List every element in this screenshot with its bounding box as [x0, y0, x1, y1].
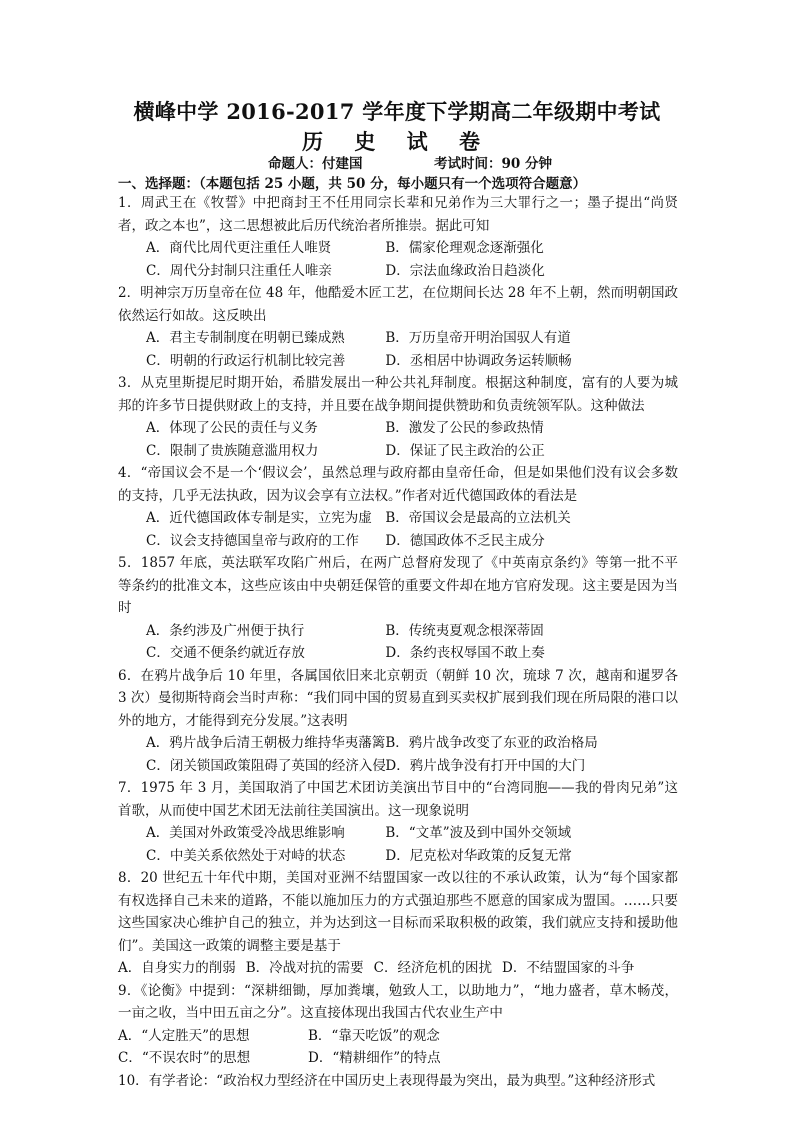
option-c: C．限制了贵族随意滥用权力 [146, 442, 319, 459]
option-group [118, 1025, 678, 1070]
option-d: D．“精耕细作”的特点 [308, 1050, 441, 1066]
question-stem: 2．明神宗万历皇帝在位 48 年，他酷爱木匠工艺，在位期间长达 28 年不上朝，然而明朝国政依然运行如故。这反映出 [118, 285, 678, 324]
option-group [118, 732, 678, 777]
question-list [118, 192, 678, 1092]
question-8 [118, 867, 678, 980]
option-d: D．鸦片战争没有打开中国的大门 [385, 757, 586, 774]
question-stem: 5．1857 年底，英法联军攻陷广州后，在两广总督府发现了《中英南京条约》等第一批不平等条约的批准文本，这些应该由中央朝廷保管的重要文件却在地方官府发现。这主要是因为当时 [118, 555, 678, 616]
option-c: C．交通不便条约就近存放 [146, 645, 305, 661]
question-1 [118, 192, 678, 282]
question-10 [118, 1070, 678, 1093]
question-4 [118, 462, 678, 552]
option-group [118, 822, 678, 867]
option-c: C．“不误农时”的思想 [118, 1050, 251, 1066]
option-group [118, 327, 678, 372]
option-d: D．尼克松对华政策的反复无常 [385, 847, 572, 864]
option-d: D．保证了民主政治的公正 [385, 442, 545, 459]
option-d: D．条约丧权辱国不敢上奏 [385, 645, 545, 661]
option-c: C．闭关锁国政策阻碍了英国的经济入侵 [146, 757, 386, 774]
option-a: A．“人定胜天”的思想 [118, 1027, 250, 1044]
option-b: B．传统夷夏观念根深蒂固 [385, 622, 544, 639]
question-stem: 1．周武王在《牧誓》中把商封王不任用同宗长辈和兄弟作为三大罪行之一；墨子提出“尚贤者，政之本也”，这二思想被此后历代统治者所推崇。据此可知 [118, 195, 678, 234]
question-stem: 9．《论衡》中提到：“深耕细锄，厚加粪壤，勉致人工，以助地力”，“地力盛者，草木畅茂，一亩之收，当中田五亩之分”。这直接体现出我国古代农业生产中 [118, 982, 678, 1021]
option-a: A．美国对外政策受冷战思维影响 [146, 825, 345, 841]
option-d: D．德国政体不乏民主成分 [385, 532, 545, 549]
question-stem: 6．在鸦片战争后 10 年里，各属国依旧来北京朝贡（朝鲜 10 次，琉球 7 次，越南和暹罗各 3 次）曼彻斯特商会当时声称：“我们同中国的贸易直到买卖权扩展到我们现在所局限的港口以外的地方，才能得到充分发展。”这表明 [118, 667, 678, 729]
exam-subtitle: 历 史 试 卷 [302, 129, 492, 154]
question-7 [118, 777, 678, 867]
option-b: B．激发了公民的参政热情 [385, 420, 544, 436]
option-a: A．近代德国政体专制是实，立宪为虚 [146, 510, 372, 526]
option-group [118, 507, 678, 552]
option-c: C．明朝的行政运行机制比较完善 [146, 352, 346, 369]
option-b: B．冷战对抗的需要 [245, 960, 364, 976]
option-group [118, 957, 678, 980]
option-a: A．君主专制制度在明朝已臻成熟 [146, 330, 345, 346]
question-5 [118, 552, 678, 665]
option-d: D．宗法血缘政治日趋淡化 [385, 262, 545, 279]
question-3 [118, 372, 678, 462]
option-c: C．经济危机的困扰 [373, 960, 493, 976]
option-a: A．鸦片战争后清王朝极力维持华夷藩篱 [146, 735, 386, 751]
option-a: A．体现了公民的责任与义务 [146, 420, 318, 436]
option-a: A．商代比周代更注重任人唯贤 [146, 240, 332, 256]
question-stem: 4．“帝国议会不是一个‘假议会’，虽然总理与政府都由皇帝任命，但是如果他们没有议会多数的支持，几乎无法执政，因为议会享有立法权。”作者对近代德国政体的看法是 [118, 465, 678, 504]
question-stem: 3．从克里斯提尼时期开始，希腊发展出一种公共礼拜制度。根据这种制度，富有的人要为城邦的许多节日提供财政上的支持，并且要在战争期间提供赞助和负责统领军队。这种做法 [118, 375, 678, 414]
option-b: B．“文革”波及到中国外交领域 [385, 825, 572, 841]
exam-author: 命题人：付建国 [268, 156, 363, 172]
exam-time: 考试时间：90 分钟 [434, 156, 552, 172]
option-b: B．鸦片战争改变了东亚的政治格局 [385, 735, 598, 751]
question-stem: 10．有学者论：“政治权力型经济在中国历史上表现得最为突出，最为典型。”这种经济形式 [118, 1072, 656, 1089]
question-stem: 7．1975 年 3 月，美国取消了中国艺术团访美演出节目中的“台湾同胞——我的骨肉兄弟”这首歌，从而使中国艺术团无法前往美国演出。这一现象说明 [118, 780, 678, 819]
option-b: B．万历皇帝开明治国驭人有道 [385, 330, 571, 346]
option-c: C．周代分封制只注重任人唯亲 [146, 262, 332, 279]
option-group [118, 417, 678, 462]
option-c: C．中美关系依然处于对峙的状态 [146, 847, 346, 864]
section-heading: 一、选择题：（本题包括 25 小题，共 50 分，每小题只有一个选项符合题意） [118, 176, 587, 192]
option-b: B．“靠天吃饭”的观念 [308, 1027, 440, 1044]
question-stem: 8．20 世纪五十年代中期，美国对亚洲不结盟国家一改以往的不承认政策，认为“每个国家都有权选择自己未来的道路，不能以施加压力的方式强迫那些不愿意的国家成为盟国。……只要这些国家决心维护自己的独立，并为达到这一目标而采取积极的政策，我们就应支持和援助他们”。美国这一政策的调整主要是基于 [118, 870, 678, 954]
question-2 [118, 282, 678, 372]
option-group [118, 620, 678, 665]
option-d: D．不结盟国家的斗争 [502, 960, 635, 976]
exam-title: 横峰中学 2016-2017 学年度下学期高二年级期中考试 [133, 99, 661, 124]
option-c: C．议会支持德国皇帝与政府的工作 [146, 532, 359, 549]
option-group [118, 237, 678, 282]
question-9 [118, 980, 678, 1070]
option-a: A．自身实力的削弱 [118, 960, 236, 976]
option-b: B．儒家伦理观念逐渐强化 [385, 240, 544, 256]
question-6 [118, 665, 678, 778]
option-a: A．条约涉及广州便于执行 [146, 622, 305, 639]
option-d: D．丞相居中协调政务运转顺畅 [385, 352, 572, 369]
option-b: B．帝国议会是最高的立法机关 [385, 510, 571, 526]
